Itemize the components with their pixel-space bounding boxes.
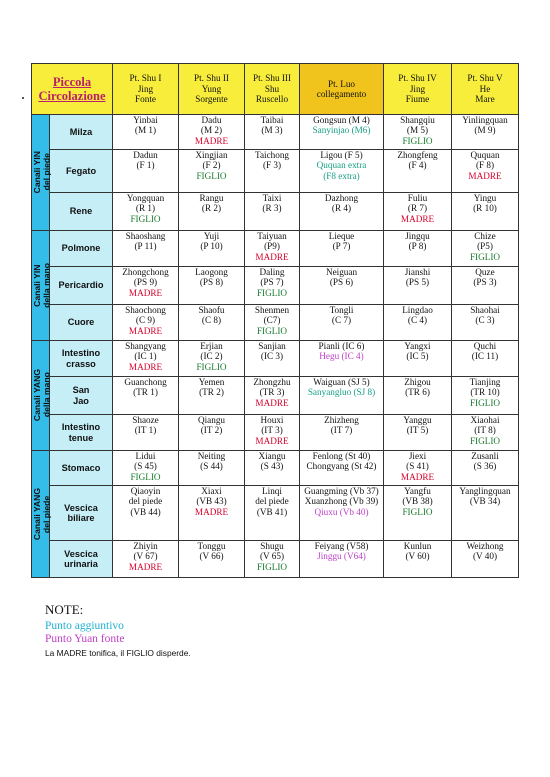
point-cell <box>384 231 452 267</box>
point-line: Erjian <box>200 341 223 351</box>
point-line: Yinlingquan <box>462 115 508 125</box>
point-cell <box>113 267 179 305</box>
point-line: Zhongfeng <box>397 150 438 160</box>
organ-label: Milza <box>50 115 113 150</box>
point-line: Xuanzhong (Vb 39) <box>304 496 379 507</box>
point-line: Chize <box>474 231 496 241</box>
point-cell <box>179 231 245 267</box>
point-line: (IT 8) <box>474 425 496 436</box>
point-line: (VB 38) <box>402 496 433 507</box>
point-line: Jingqu <box>405 231 430 241</box>
point-line: Tongli <box>329 305 354 315</box>
circulation-table <box>31 63 519 578</box>
notes <box>45 602 191 658</box>
point-line: (TR 10) <box>470 387 500 398</box>
table-row <box>32 341 519 377</box>
legend-punto-aggiuntivo: Punto aggiuntivo <box>45 620 124 632</box>
point-line: FIGLIO <box>130 213 161 224</box>
point-line: (F 8) <box>475 160 495 171</box>
point-line: Lingdao <box>402 305 433 315</box>
point-cell <box>113 193 179 231</box>
point-line: Gongsun (M 4) <box>313 115 370 125</box>
point-line: (P9) <box>264 241 280 252</box>
point-line: (IC 3) <box>260 351 284 362</box>
table-row <box>32 415 519 451</box>
point-cell <box>384 193 452 231</box>
organ-label: Pericardio <box>50 267 113 305</box>
point-line: (M 1) <box>134 125 157 136</box>
point-line: (VB 41) <box>256 506 288 517</box>
point-line: Zhongzhu <box>253 377 291 387</box>
point-line: (R 2) <box>201 203 222 214</box>
point-line: (VB 43) <box>196 496 227 507</box>
point-line: MADRE <box>255 251 289 262</box>
point-line: Yuji <box>203 231 220 241</box>
point-cell <box>452 486 519 541</box>
point-cell <box>179 115 245 150</box>
point-line: Zhiyin <box>133 541 158 551</box>
col-header-shu-1: Pt. Shu I Jing Fonte <box>113 64 179 115</box>
col-header-shu-5: Pt. Shu V He Mare <box>452 64 519 115</box>
organ-label: Intestino crasso <box>50 341 113 377</box>
point-line: (C 4) <box>407 315 428 326</box>
point-line: Shenmen <box>254 305 290 315</box>
point-cell <box>300 377 384 415</box>
point-cell <box>300 305 384 341</box>
point-cell <box>384 541 452 578</box>
point-cell <box>384 267 452 305</box>
point-line: MADRE <box>128 561 163 572</box>
point-line: Dadu <box>201 115 222 125</box>
point-line: MADRE <box>194 135 229 146</box>
point-line: Guangming (Vb 37) <box>304 486 379 496</box>
point-cell <box>300 341 384 377</box>
point-line: FIGLIO <box>130 471 161 482</box>
organ-label: San Jao <box>50 377 113 415</box>
point-line: FIGLIO <box>196 170 227 181</box>
point-cell <box>113 305 179 341</box>
organ-label: Intestino tenue <box>50 415 113 451</box>
point-cell <box>245 415 300 451</box>
point-line: FIGLIO <box>469 397 501 408</box>
point-cell <box>113 541 179 578</box>
point-line: (C 3) <box>475 315 495 326</box>
point-line: Qiuxu (Vb 40) <box>314 506 369 517</box>
point-line: Rangu <box>199 193 224 203</box>
point-line: Taixi <box>262 193 282 203</box>
point-line: (S 36) <box>473 461 497 472</box>
point-cell <box>245 267 300 305</box>
point-line: (R 1) <box>135 203 156 214</box>
point-cell <box>245 150 300 193</box>
point-cell <box>179 193 245 231</box>
point-line: (PS 6) <box>329 277 354 288</box>
point-line: Xingjian <box>195 150 228 160</box>
point-cell <box>452 541 519 578</box>
point-cell <box>300 486 384 541</box>
point-line: Zusanli <box>471 451 499 461</box>
table-row <box>32 541 519 578</box>
point-line: Kunlun <box>403 541 432 551</box>
point-cell <box>300 541 384 578</box>
point-line: Neiting <box>197 451 226 461</box>
point-line: Sanyangluo (SJ 8) <box>307 387 376 398</box>
point-line: Dazhong <box>324 193 359 203</box>
point-line: FIGLIO <box>256 325 288 336</box>
point-line: Shaofu <box>198 305 225 315</box>
point-cell <box>452 341 519 377</box>
point-line: FIGLIO <box>402 506 433 517</box>
point-cell <box>300 415 384 451</box>
point-line: FIGLIO <box>256 287 288 298</box>
point-line: Linqi <box>262 486 282 496</box>
point-line: (F 3) <box>262 160 282 171</box>
table-title: Piccola Circolazione <box>32 64 113 115</box>
point-cell <box>384 486 452 541</box>
point-line: (IT 5) <box>406 425 429 436</box>
organ-label: Cuore <box>50 305 113 341</box>
point-line: del piede <box>255 496 289 507</box>
point-cell <box>452 115 519 150</box>
point-line: (M 5) <box>406 125 429 136</box>
point-line: MADRE <box>128 325 163 336</box>
point-cell <box>245 231 300 267</box>
organ-label: Rene <box>50 193 113 231</box>
point-line: (S 44) <box>200 461 223 472</box>
table-row <box>32 305 519 341</box>
point-line: Quze <box>475 267 495 277</box>
point-cell <box>300 150 384 193</box>
point-cell <box>179 377 245 415</box>
notes-madre-figlio: La MADRE tonifica, il FIGLIO disperde. <box>45 648 191 658</box>
point-line: Quchi <box>473 341 497 351</box>
point-line: (F 4) <box>408 160 427 171</box>
point-cell <box>179 305 245 341</box>
point-line: (P 11) <box>134 241 157 252</box>
point-line: Yangxi <box>404 341 431 351</box>
point-cell <box>113 377 179 415</box>
point-line: (R 4) <box>331 203 352 214</box>
point-line: FIGLIO <box>196 361 227 372</box>
organ-label: Fegato <box>50 150 113 193</box>
point-line: (F 1) <box>136 160 155 171</box>
point-cell <box>384 377 452 415</box>
organ-label: Vescica urinaria <box>50 541 113 578</box>
point-line: (PS 7) <box>260 277 284 288</box>
point-cell <box>384 305 452 341</box>
point-line: Tonggu <box>197 541 226 551</box>
point-line: (C 7) <box>331 315 352 326</box>
point-line: Qiaoyin <box>130 486 161 496</box>
stray-dot <box>22 97 24 99</box>
point-line: (P 8) <box>408 241 427 252</box>
table-row <box>32 150 519 193</box>
point-line: (M 3) <box>261 125 283 136</box>
channel-group-label: Canali YANG del piede <box>32 451 50 578</box>
point-line: Xiaohai <box>470 415 500 425</box>
point-line: Weizhong <box>466 541 504 551</box>
point-line: Fuliu <box>407 193 428 203</box>
point-line: (R 7) <box>407 203 428 214</box>
point-line: Ququan extra <box>316 160 367 171</box>
point-line: (P 7) <box>332 241 351 252</box>
point-line: Lieque <box>328 231 355 241</box>
point-cell <box>300 451 384 486</box>
point-line: Sanjian <box>258 341 286 351</box>
point-line: (M 9) <box>474 125 496 136</box>
channel-group-label: Canali YIN della mano <box>32 231 50 341</box>
point-line: (P5) <box>477 241 493 252</box>
point-line: MADRE <box>255 435 289 446</box>
point-line: (V 65) <box>259 551 285 562</box>
point-line: (V 60) <box>405 551 430 562</box>
point-line: (C 8) <box>201 315 222 326</box>
point-line: Jianshi <box>404 267 431 277</box>
point-line: MADRE <box>194 506 229 517</box>
point-line: Shugu <box>260 541 284 551</box>
point-line: Feiyang (V58) <box>314 541 369 551</box>
point-cell <box>452 231 519 267</box>
point-line: Ququan <box>470 150 500 160</box>
point-cell <box>245 541 300 578</box>
point-cell <box>245 486 300 541</box>
point-line: (F 2) <box>202 160 221 171</box>
point-line: (IT 7) <box>330 425 353 436</box>
point-line: Houxi <box>260 415 284 425</box>
point-line: (VB 44) <box>130 506 161 517</box>
col-header-shu-2: Pt. Shu II Yung Sorgente <box>179 64 245 115</box>
point-cell <box>384 341 452 377</box>
point-line: MADRE <box>255 397 289 408</box>
table-row <box>32 231 519 267</box>
point-line: (C 9) <box>135 315 156 326</box>
col-header-shu-4: Pt. Shu IV Jing Fiume <box>384 64 452 115</box>
point-cell <box>113 341 179 377</box>
point-line: (V 66) <box>199 551 224 562</box>
point-line: (S 41) <box>406 461 429 472</box>
point-line: Yangfu <box>404 486 431 496</box>
point-line: (VB 34) <box>469 496 501 507</box>
point-line: Taibai <box>260 115 284 125</box>
table-row <box>32 451 519 486</box>
point-cell <box>452 377 519 415</box>
point-cell <box>179 451 245 486</box>
point-cell <box>179 415 245 451</box>
point-cell <box>452 415 519 451</box>
point-cell <box>245 451 300 486</box>
point-line: Taichong <box>254 150 290 160</box>
point-line: FIGLIO <box>256 561 288 572</box>
point-line: (C7) <box>263 315 281 326</box>
point-line: (P 10) <box>200 241 223 252</box>
point-line: Yingu <box>473 193 497 203</box>
point-line: (IT 3) <box>261 425 283 436</box>
point-line: (M 2) <box>200 125 223 136</box>
point-line: (F8 extra) <box>323 170 360 181</box>
table-row <box>32 115 519 150</box>
table-row <box>32 486 519 541</box>
point-cell <box>113 115 179 150</box>
point-cell <box>179 486 245 541</box>
point-line: (R 10) <box>473 203 497 214</box>
point-line: Hegu (IC 4) <box>319 351 364 362</box>
organ-label: Vescica biliare <box>50 486 113 541</box>
point-line: Yongquan <box>126 193 165 203</box>
point-cell <box>179 341 245 377</box>
point-cell <box>113 486 179 541</box>
point-line: FIGLIO <box>469 435 501 446</box>
point-cell <box>179 150 245 193</box>
point-line: Laogong <box>195 267 228 277</box>
point-line: Chongyang (St 42) <box>306 461 377 472</box>
point-line: Xiaxi <box>201 486 222 496</box>
point-cell <box>384 115 452 150</box>
point-line: (PS 9) <box>133 277 158 288</box>
point-line: Zhigou <box>404 377 431 387</box>
point-line: Daling <box>259 267 285 277</box>
organ-label: Polmone <box>50 231 113 267</box>
point-line: Lidui <box>135 451 156 461</box>
channel-group-label: Canali YIN del piede <box>32 115 50 231</box>
point-line: Shangqiu <box>400 115 435 125</box>
point-line: MADRE <box>400 471 435 482</box>
point-line: Dadun <box>133 150 158 160</box>
point-line: Shaoze <box>132 415 159 425</box>
point-line: Jinggu (V64) <box>317 551 366 562</box>
point-line: Zhizheng <box>324 415 359 425</box>
point-line: Jiexi <box>408 451 427 461</box>
point-cell <box>300 267 384 305</box>
point-cell <box>113 150 179 193</box>
point-line: Xiangu <box>258 451 286 461</box>
point-line: Taiyuan <box>257 231 287 241</box>
point-cell <box>300 193 384 231</box>
point-cell <box>452 150 519 193</box>
point-line: (S 43) <box>260 461 284 472</box>
point-line: MADRE <box>468 170 502 181</box>
point-cell <box>452 451 519 486</box>
point-cell <box>384 415 452 451</box>
point-line: del piede <box>128 496 163 507</box>
organ-label: Stomaco <box>50 451 113 486</box>
point-cell <box>113 451 179 486</box>
point-cell <box>179 267 245 305</box>
point-line: Pianli (IC 6) <box>318 341 365 351</box>
point-line: Sanyinjao (M6) <box>312 125 371 136</box>
col-header-luo: Pt. Luo collegamento <box>300 64 384 115</box>
col-header-shu-3: Pt. Shu III Shu Ruscello <box>245 64 300 115</box>
legend-punto-yuan: Punto Yuan fonte <box>45 633 125 645</box>
point-line: (TR 1) <box>133 387 158 398</box>
point-cell <box>452 193 519 231</box>
point-line: (TR 6) <box>405 387 430 398</box>
point-line: Fenlong (St 40) <box>312 451 371 461</box>
point-line: (TR 2) <box>199 387 224 398</box>
point-cell <box>452 305 519 341</box>
point-cell <box>245 305 300 341</box>
point-line: Guanchong <box>124 377 167 387</box>
point-line: Yanglingquan <box>459 486 511 496</box>
point-line: (IT 2) <box>200 425 223 436</box>
point-line: Ligou (F 5) <box>320 150 363 160</box>
point-line: Shaochong <box>125 305 166 315</box>
point-line: (IC 2) <box>200 351 223 362</box>
point-cell <box>300 231 384 267</box>
point-cell <box>113 415 179 451</box>
point-cell <box>384 150 452 193</box>
point-line: Waiguan (SJ 5) <box>313 377 370 387</box>
point-line: MADRE <box>128 287 163 298</box>
point-line: Shaoshang <box>125 231 166 241</box>
point-line: Qiangu <box>197 415 226 425</box>
point-cell <box>245 115 300 150</box>
point-cell <box>245 377 300 415</box>
header-row <box>32 64 519 115</box>
point-cell <box>179 541 245 578</box>
point-line: MADRE <box>128 361 163 372</box>
point-line: Shaohai <box>470 305 500 315</box>
point-line: (PS 5) <box>405 277 430 288</box>
table-row <box>32 377 519 415</box>
point-cell <box>245 341 300 377</box>
point-cell <box>245 193 300 231</box>
table-row <box>32 193 519 231</box>
notes-heading: NOTE: <box>45 602 84 617</box>
point-line: (IC 5) <box>406 351 429 362</box>
point-line: Yemen <box>198 377 225 387</box>
point-line: FIGLIO <box>469 251 501 262</box>
point-line: MADRE <box>400 213 435 224</box>
point-line: (V 40) <box>472 551 498 562</box>
point-line: (PS 3) <box>473 277 497 288</box>
point-cell <box>113 231 179 267</box>
point-line: (S 45) <box>134 461 157 472</box>
table-row <box>32 267 519 305</box>
point-line: Yinbai <box>133 115 158 125</box>
point-line: (V 67) <box>133 551 158 562</box>
point-line: (IC 1) <box>134 351 157 362</box>
point-line: (R 3) <box>262 203 282 214</box>
point-line: Zhongchong <box>122 267 169 277</box>
point-line: (PS 8) <box>199 277 224 288</box>
point-line: (TR 3) <box>259 387 285 398</box>
point-line: (IC 11) <box>471 351 499 362</box>
point-line: (IT 1) <box>134 425 157 436</box>
point-line: FIGLIO <box>402 135 433 146</box>
point-line: Neiguan <box>325 267 358 277</box>
point-line: Tianjing <box>469 377 501 387</box>
channel-group-label: Canali YANG della mano <box>32 341 50 451</box>
point-cell <box>300 115 384 150</box>
point-line: Yanggu <box>403 415 432 425</box>
point-cell <box>452 267 519 305</box>
point-line: Shangyang <box>125 341 166 351</box>
point-cell <box>384 451 452 486</box>
